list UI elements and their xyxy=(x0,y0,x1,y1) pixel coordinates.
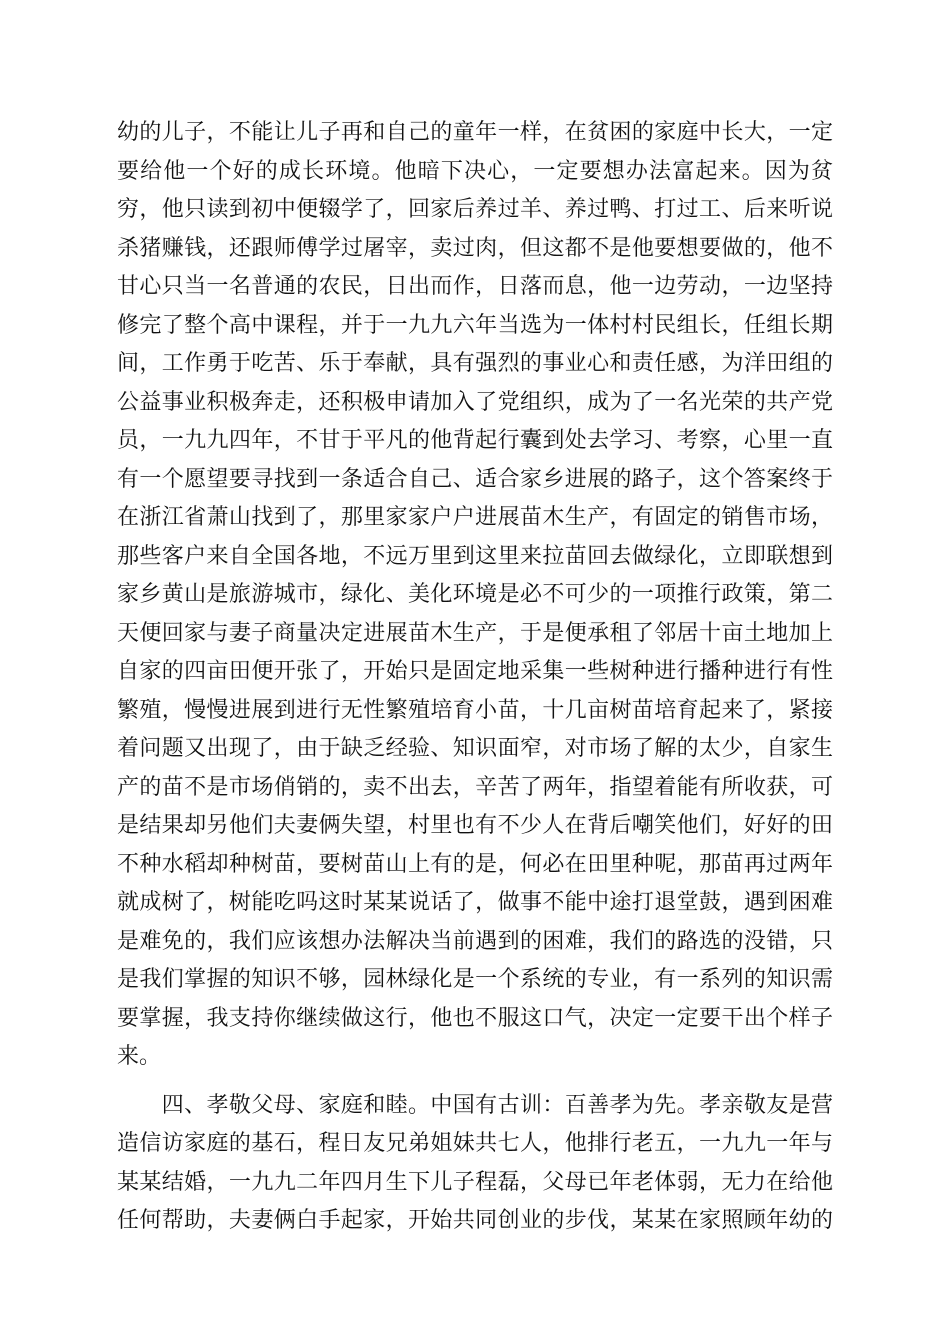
text-line: 要掌握，我支持你继续做这行，他也不服这口气，决定一定要干出个样子 xyxy=(117,1005,833,1031)
paragraph-gap xyxy=(117,1077,833,1087)
text-line: 员，一九九四年，不甘于平凡的他背起行囊到处去学习、考察，心里一直 xyxy=(117,428,833,453)
text-line: 家乡黄山是旅游城市，绿化、美化环境是必不可少的一项推行政策，第二 xyxy=(117,582,833,607)
text-line: 幼的儿子，不能让儿子再和自己的童年一样，在贫困的家庭中长大，一定 xyxy=(117,120,833,145)
text-line: 在浙江省萧山找到了，那里家家户户进展苗木生产，有固定的销售市场， xyxy=(117,505,833,530)
text-line: 有一个愿望要寻找到一条适合自己、适合家乡进展的路子，这个答案终于 xyxy=(117,466,833,492)
text-line: 间，工作勇于吃苦、乐于奉献，具有强烈的事业心和责任感，为洋田组的 xyxy=(117,351,833,376)
text-line: 任何帮助，夫妻俩白手起家，开始共同创业的步伐，某某在家照顾年幼的 xyxy=(117,1208,833,1233)
text-line: 四、孝敬父母、家庭和睦。中国有古训：百善孝为先。孝亲敬友是营 xyxy=(117,1092,833,1118)
text-line: 公益事业积极奔走，还积极申请加入了党组织，成为了一名光荣的共产党 xyxy=(117,389,833,415)
text-line: 是结果却另他们夫妻俩失望，村里也有不少人在背后嘲笑他们，好好的田 xyxy=(117,813,833,838)
text-line: 那些客户来自全国各地，不远万里到这里来拉苗回去做绿化，立即联想到 xyxy=(117,543,833,569)
text-line: 某某结婚，一九九二年四月生下儿子程磊，父母已年老体弱，无力在给他 xyxy=(117,1169,833,1195)
text-line: 是我们掌握的知识不够，园林绿化是一个系统的专业，有一系列的知识需 xyxy=(117,967,833,992)
text-line: 甘心只当一名普通的农民，日出而作，日落而息，他一边劳动，一边坚持 xyxy=(117,274,833,299)
text-line: 来。 xyxy=(117,1044,162,1069)
text-line: 造信访家庭的基石，程日友兄弟姐妹共七人，他排行老五，一九九一年与 xyxy=(117,1131,833,1156)
text-line: 不种水稻却种树苗，要树苗山上有的是，何必在田里种呢，那苗再过两年 xyxy=(117,851,833,877)
body-text xyxy=(117,114,833,1241)
text-line: 产的苗不是市场俏销的，卖不出去，辛苦了两年，指望着能有所收获，可 xyxy=(117,774,833,800)
paragraph-2 xyxy=(117,1087,833,1241)
text-line: 繁殖，慢慢进展到进行无性繁殖培育小苗，十几亩树苗培育起来了，紧接 xyxy=(117,697,833,723)
text-line: 穷，他只读到初中便辍学了，回家后养过羊、养过鸭、打过工、后来听说 xyxy=(117,197,833,222)
text-line: 天便回家与妻子商量决定进展苗木生产，于是便承租了邻居十亩土地加上 xyxy=(117,620,833,646)
paragraph-1 xyxy=(117,114,833,1077)
text-line: 修完了整个高中课程，并于一九九六年当选为一体村村民组长，任组长期 xyxy=(117,312,833,338)
text-line: 着问题又出现了，由于缺乏经验、知识面窄，对市场了解的太少，自家生 xyxy=(117,736,833,761)
text-line: 就成树了，树能吃吗这时某某说话了，做事不能中途打退堂鼓，遇到困难 xyxy=(117,890,833,915)
text-line: 要给他一个好的成长环境。他暗下决心，一定要想办法富起来。因为贫 xyxy=(117,158,833,184)
text-line: 是难免的，我们应该想办法解决当前遇到的困难，我们的路选的没错，只 xyxy=(117,928,833,954)
text-line: 自家的四亩田便开张了，开始只是固定地采集一些树种进行播种进行有性 xyxy=(117,659,833,684)
text-line: 杀猪赚钱，还跟师傅学过屠宰，卖过肉，但这都不是他要想要做的，他不 xyxy=(117,235,833,261)
